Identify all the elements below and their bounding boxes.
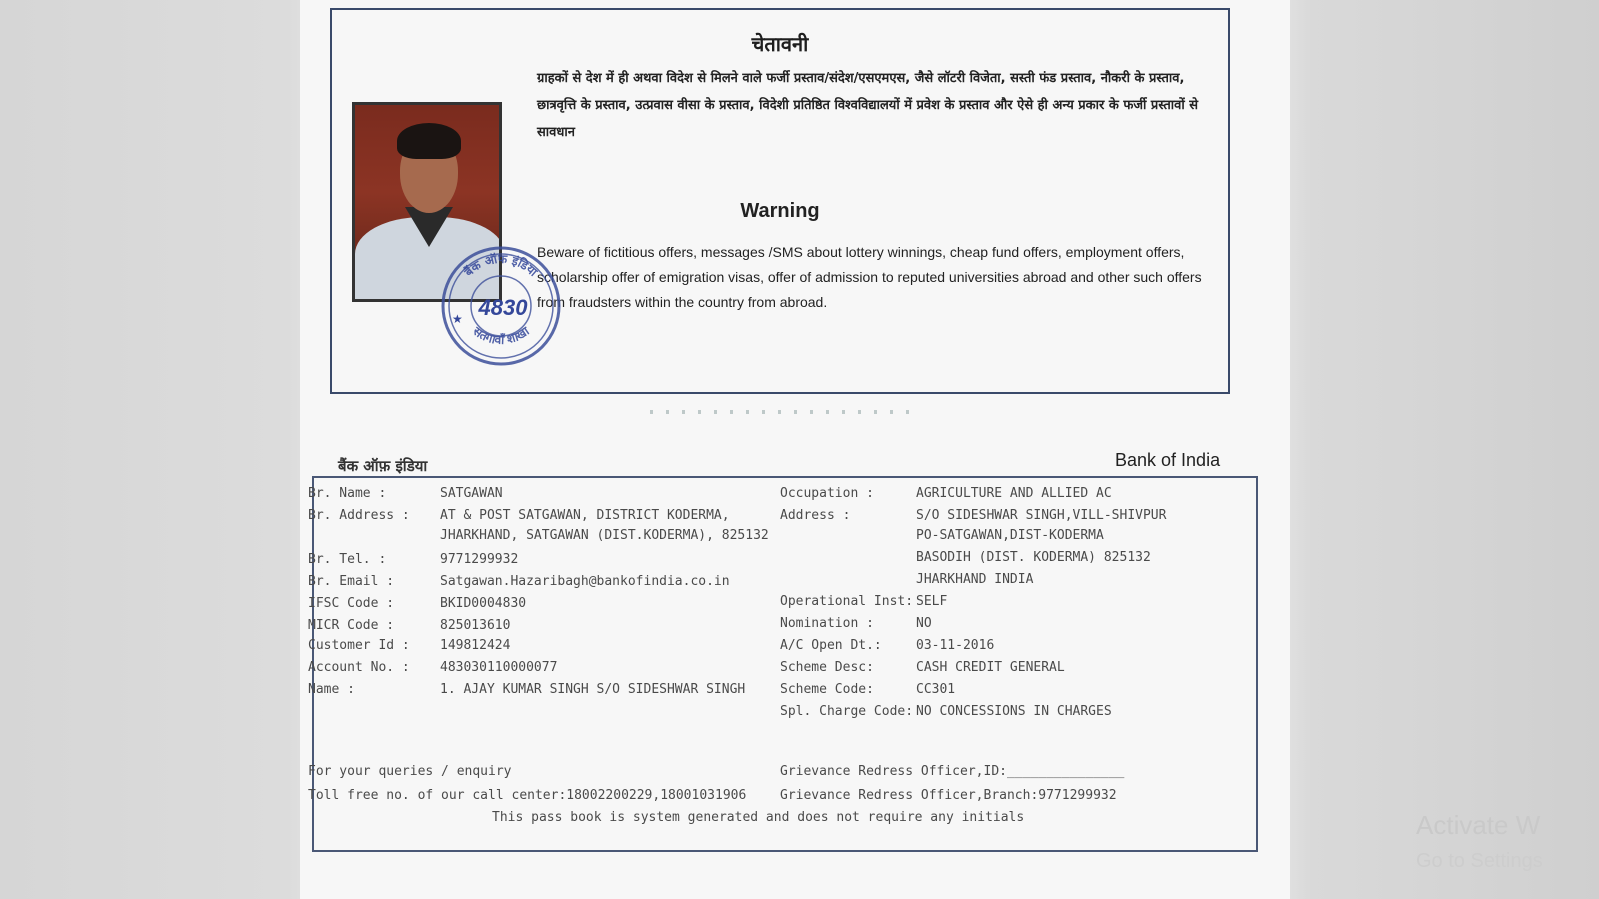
detail-label: Br. Email : [308, 574, 395, 589]
detail-value: PO-SATGAWAN,DIST-KODERMA [916, 528, 1104, 543]
detail-label: MICR Code : [308, 618, 395, 633]
stamp-number: 4830 [478, 295, 528, 320]
passbook-details-box [308, 476, 1258, 852]
warning-text: Beware of fictitious offers, messages /SMS about lottery winnings, cheap fund offers, employment offers, scholarship offer of emigration visas, offer of admission to reputed universities abroad and other such offers from fraudsters within the country from abroad. [537, 244, 1202, 310]
queries-text: For your queries / enquiry [308, 764, 512, 779]
detail-label: Operational Inst: [780, 594, 914, 609]
stamp-text-bottom: सतगावाँ शाखा [470, 323, 532, 348]
activate-windows-watermark: Activate W [1416, 810, 1541, 840]
grievance-officer-branch: Grievance Redress Officer,Branch:9771299932 [780, 788, 1117, 803]
right-detail-row [314, 570, 1256, 590]
detail-value: NO CONCESSIONS IN CHARGES [916, 704, 1112, 719]
system-generated-note: This pass book is system generated and does not require any initials [492, 810, 1025, 825]
detail-value: Satgawan.Hazaribagh@bankofindia.co.in [440, 574, 730, 589]
right-detail-row [314, 702, 1256, 722]
detail-label: Br. Tel. : [308, 552, 387, 567]
goto-settings-watermark: Go to Settings [1416, 850, 1543, 872]
bank-name-english: Bank of India [1115, 450, 1221, 470]
detail-value: AT & POST SATGAWAN, DISTRICT KODERMA, [440, 508, 730, 523]
detail-label: Name : [308, 682, 355, 697]
right-detail-row [314, 484, 1256, 504]
detail-value: 149812424 [440, 638, 511, 653]
detail-value: NO [916, 616, 932, 631]
warning-title: Warning [740, 200, 820, 222]
hindi-warning-text: ग्राहकों से देश में ही अथवा विदेश से मिलने वाले फर्जी प्रस्ताव/संदेश/एसएमएस, जैसे लॉटरी विजेता, सस्ती फंड प्रस्ताव, नौकरी के प्रस्ताव, छात्रवृत्ति के प्रस्ताव, उत्प्रवास वीसा के प्रस्ताव, विदेशी प्रतिष्ठित विश्वविद्यालयों में प्रवेश के प्रस्ताव और ऐसे ही अन्य प्रकार के फर्जी प्रस्तावों से सावधान [537, 71, 1199, 140]
right-detail-row [314, 506, 1256, 526]
detail-label: Scheme Code: [780, 682, 874, 697]
detail-label: Spl. Charge Code: [780, 704, 914, 719]
detail-value: 483030110000077 [440, 660, 558, 675]
stamp-text-top: बैंक ऑफ इंडिया [461, 251, 541, 280]
detail-value: S/O SIDESHWAR SINGH,VILL-SHIVPUR [916, 508, 1167, 523]
detail-value: 825013610 [440, 618, 511, 633]
detail-value: 03-11-2016 [916, 638, 995, 653]
detail-value: 1. AJAY KUMAR SINGH S/O SIDESHWAR SINGH [440, 682, 746, 697]
svg-text:सतगावाँ शाखा [470, 323, 533, 347]
detail-value: JHARKHAND, SATGAWAN (DIST.KODERMA), 825132 [440, 528, 769, 543]
detail-value: AGRICULTURE AND ALLIED AC [916, 486, 1112, 501]
detail-label: IFSC Code : [308, 596, 395, 611]
detail-label: Br. Name : [308, 486, 387, 501]
grievance-officer-id: Grievance Redress Officer,ID:_______________ [780, 764, 1125, 779]
right-detail-row [314, 680, 1256, 700]
detail-label: Br. Address : [308, 508, 410, 523]
right-detail-row [314, 636, 1256, 656]
detail-value: JHARKHAND INDIA [916, 572, 1034, 587]
right-detail-row [314, 592, 1256, 612]
right-detail-row [314, 548, 1256, 568]
detail-label: Account No. : [308, 660, 410, 675]
detail-value: 9771299932 [440, 552, 519, 567]
detail-label: A/C Open Dt.: [780, 638, 882, 653]
separator-dots [650, 410, 910, 414]
detail-value: BASODIH (DIST. KODERMA) 825132 [916, 550, 1151, 565]
detail-value: CASH CREDIT GENERAL [916, 660, 1065, 675]
detail-label: Customer Id : [308, 638, 410, 653]
detail-value: SATGAWAN [440, 486, 503, 501]
detail-label: Address : [780, 508, 851, 523]
warning-box [330, 8, 1230, 394]
detail-label: Occupation : [780, 486, 874, 501]
detail-value: BKID0004830 [440, 596, 527, 611]
bank-name-hindi: बैंक ऑफ़ इंडिया [338, 457, 428, 475]
hindi-warning-title: चेतावनी [751, 32, 809, 56]
star-icon: ★ [452, 312, 463, 326]
right-detail-row [314, 526, 1256, 546]
detail-value: SELF [916, 594, 948, 609]
branch-seal-stamp [440, 245, 562, 367]
detail-label: Nomination : [780, 616, 874, 631]
detail-label: Scheme Desc: [780, 660, 874, 675]
right-detail-row [314, 614, 1256, 634]
detail-value: CC301 [916, 682, 956, 697]
right-detail-row [314, 658, 1256, 678]
tollfree-text: Toll free no. of our call center:18002200229,18001031906 [308, 788, 747, 803]
